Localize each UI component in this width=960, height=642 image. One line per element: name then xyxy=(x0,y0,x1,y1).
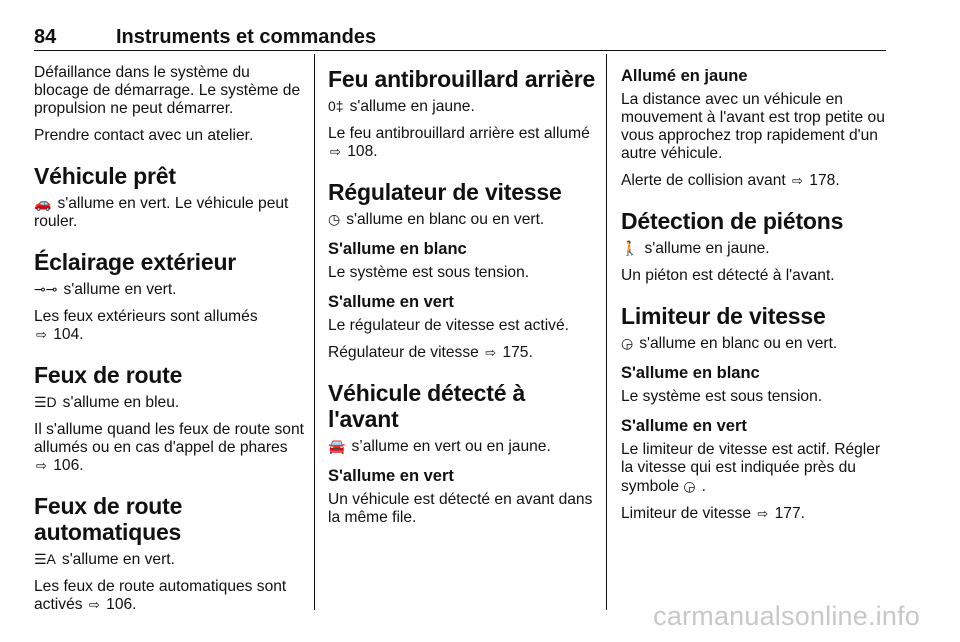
paragraph xyxy=(34,550,306,569)
speed-limiter-icon: ◶ xyxy=(683,478,696,494)
subheading: Allumé en jaune xyxy=(621,67,748,85)
page-reference: 106. xyxy=(106,596,137,613)
text: s'allume en bleu. xyxy=(62,394,180,411)
column-divider xyxy=(606,54,607,610)
watermark: carmanualsonline.info xyxy=(653,601,920,631)
cruise-control-icon: ◷ xyxy=(328,211,341,227)
page-reference: 108. xyxy=(347,143,378,160)
text: s’allume en vert ou en jaune. xyxy=(351,438,551,455)
paragraph xyxy=(34,393,306,412)
section-heading-feux-de-route: Feux de route xyxy=(34,362,183,388)
paragraph xyxy=(34,308,306,344)
paragraph xyxy=(34,194,306,231)
column-2 xyxy=(328,64,598,536)
pedestrian-icon: 🚶 xyxy=(621,240,639,256)
section-heading-vehicule-pret: Véhicule prêt xyxy=(34,163,176,189)
paragraph: Un piéton est détecté à l'avant. xyxy=(621,267,835,284)
page-reference-icon: ⇨ xyxy=(485,345,497,360)
paragraph: Le système est sous tension. xyxy=(621,388,823,405)
section-heading-limiteur-de-vitesse: Limiteur de vitesse xyxy=(621,303,826,329)
text: s'allume en vert. xyxy=(61,551,175,568)
paragraph xyxy=(328,210,598,229)
text: s'allume en jaune. xyxy=(349,98,475,115)
paragraph xyxy=(328,97,598,116)
page-title: Instruments et commandes xyxy=(116,26,377,48)
section-heading-regulateur-de-vitesse: Régulateur de vitesse xyxy=(328,179,562,205)
section-heading-feu-antibrouillard: Feu antibrouillard arrière xyxy=(328,66,596,92)
paragraph: Le régulateur de vitesse est activé. xyxy=(328,317,569,334)
high-beam-icon: ☰D xyxy=(34,394,57,410)
page-reference: 104. xyxy=(53,326,84,343)
section-heading-feux-de-route-automatiques: Feux de route automatiques xyxy=(34,493,183,545)
paragraph: Prendre contact avec un atelier. xyxy=(34,127,254,144)
rear-fog-light-icon: 0‡ xyxy=(328,98,344,114)
paragraph xyxy=(328,344,598,362)
paragraph xyxy=(621,441,891,496)
text: s'allume en blanc ou en vert. xyxy=(346,211,545,228)
speed-limiter-icon: ◶ xyxy=(621,335,634,351)
text: s'allume en jaune. xyxy=(644,240,770,257)
page-header xyxy=(34,26,886,51)
text: s'allume en blanc ou en vert. xyxy=(639,335,838,352)
subheading: S'allume en vert xyxy=(621,417,747,435)
section-heading-detection-de-pietons: Détection de piétons xyxy=(621,208,844,234)
page-reference-icon: ⇨ xyxy=(88,597,100,612)
subheading: S'allume en vert xyxy=(328,293,454,311)
subheading: S'allume en vert xyxy=(328,467,454,485)
page-reference-icon: ⇨ xyxy=(36,327,47,342)
text: Les feux extérieurs sont allumés xyxy=(34,308,258,325)
paragraph: Un véhicule est détecté en avant dans la même file. xyxy=(328,491,593,526)
column-divider xyxy=(314,54,315,610)
text: s'allume en vert. xyxy=(63,281,177,298)
subheading: S'allume en blanc xyxy=(328,240,467,258)
paragraph xyxy=(34,421,306,475)
page-reference-icon: ⇨ xyxy=(757,506,769,521)
text: Régulateur de vitesse xyxy=(328,344,479,361)
paragraph xyxy=(621,172,891,190)
paragraph xyxy=(621,505,891,523)
paragraph xyxy=(34,578,306,614)
section-heading-vehicule-detecte: Véhicule détecté à l'avant xyxy=(328,380,526,432)
page-reference: 177. xyxy=(774,505,805,522)
text: Le feu antibrouillard arrière est allumé xyxy=(328,125,590,142)
page-reference-icon: ⇨ xyxy=(792,173,803,188)
text: . xyxy=(701,478,706,495)
column-3 xyxy=(621,64,891,532)
paragraph: La distance avec un véhicule en mouvement à l'avant est trop petite ou vous approchez trop rapidement d'un autre véhicule. xyxy=(621,91,885,162)
text: Il s'allume quand les feux de route sont allumés ou en cas d'appel de phares xyxy=(34,421,304,456)
page-reference: 178. xyxy=(809,172,840,189)
paragraph: Le système est sous tension. xyxy=(328,264,530,281)
exterior-light-icon: ⊸⊸ xyxy=(34,281,58,297)
auto-high-beam-icon: ☰A xyxy=(34,551,56,567)
page-number: 84 xyxy=(34,26,57,48)
paragraph: Défaillance dans le système du blocage de démarrage. Le système de propulsion ne peut démarrer. xyxy=(34,64,301,117)
text: Limiteur de vitesse xyxy=(621,505,752,522)
column-1 xyxy=(34,64,306,623)
text: s'allume en vert. Le véhicule peut rouler. xyxy=(34,195,289,230)
subheading: S'allume en blanc xyxy=(621,364,760,382)
paragraph xyxy=(328,125,598,161)
text: Le limiteur de vitesse est actif. Régler la vitesse qui est indiquée près du symbole xyxy=(621,441,881,495)
page-reference-icon: ⇨ xyxy=(330,144,341,159)
text: Les feux de route automatiques sont activés xyxy=(34,578,287,613)
paragraph xyxy=(328,437,598,456)
page-reference-icon: ⇨ xyxy=(36,458,47,473)
page-reference: 106. xyxy=(53,457,84,474)
paragraph xyxy=(621,334,891,353)
paragraph xyxy=(34,280,306,299)
vehicle-ahead-icon: 🚘 xyxy=(328,438,346,454)
paragraph xyxy=(621,239,891,258)
section-heading-eclairage-exterieur: Éclairage extérieur xyxy=(34,249,237,275)
page-reference: 175. xyxy=(502,344,533,361)
text: Alerte de collision avant xyxy=(621,172,786,189)
ready-car-icon: 🚗 xyxy=(34,195,52,211)
